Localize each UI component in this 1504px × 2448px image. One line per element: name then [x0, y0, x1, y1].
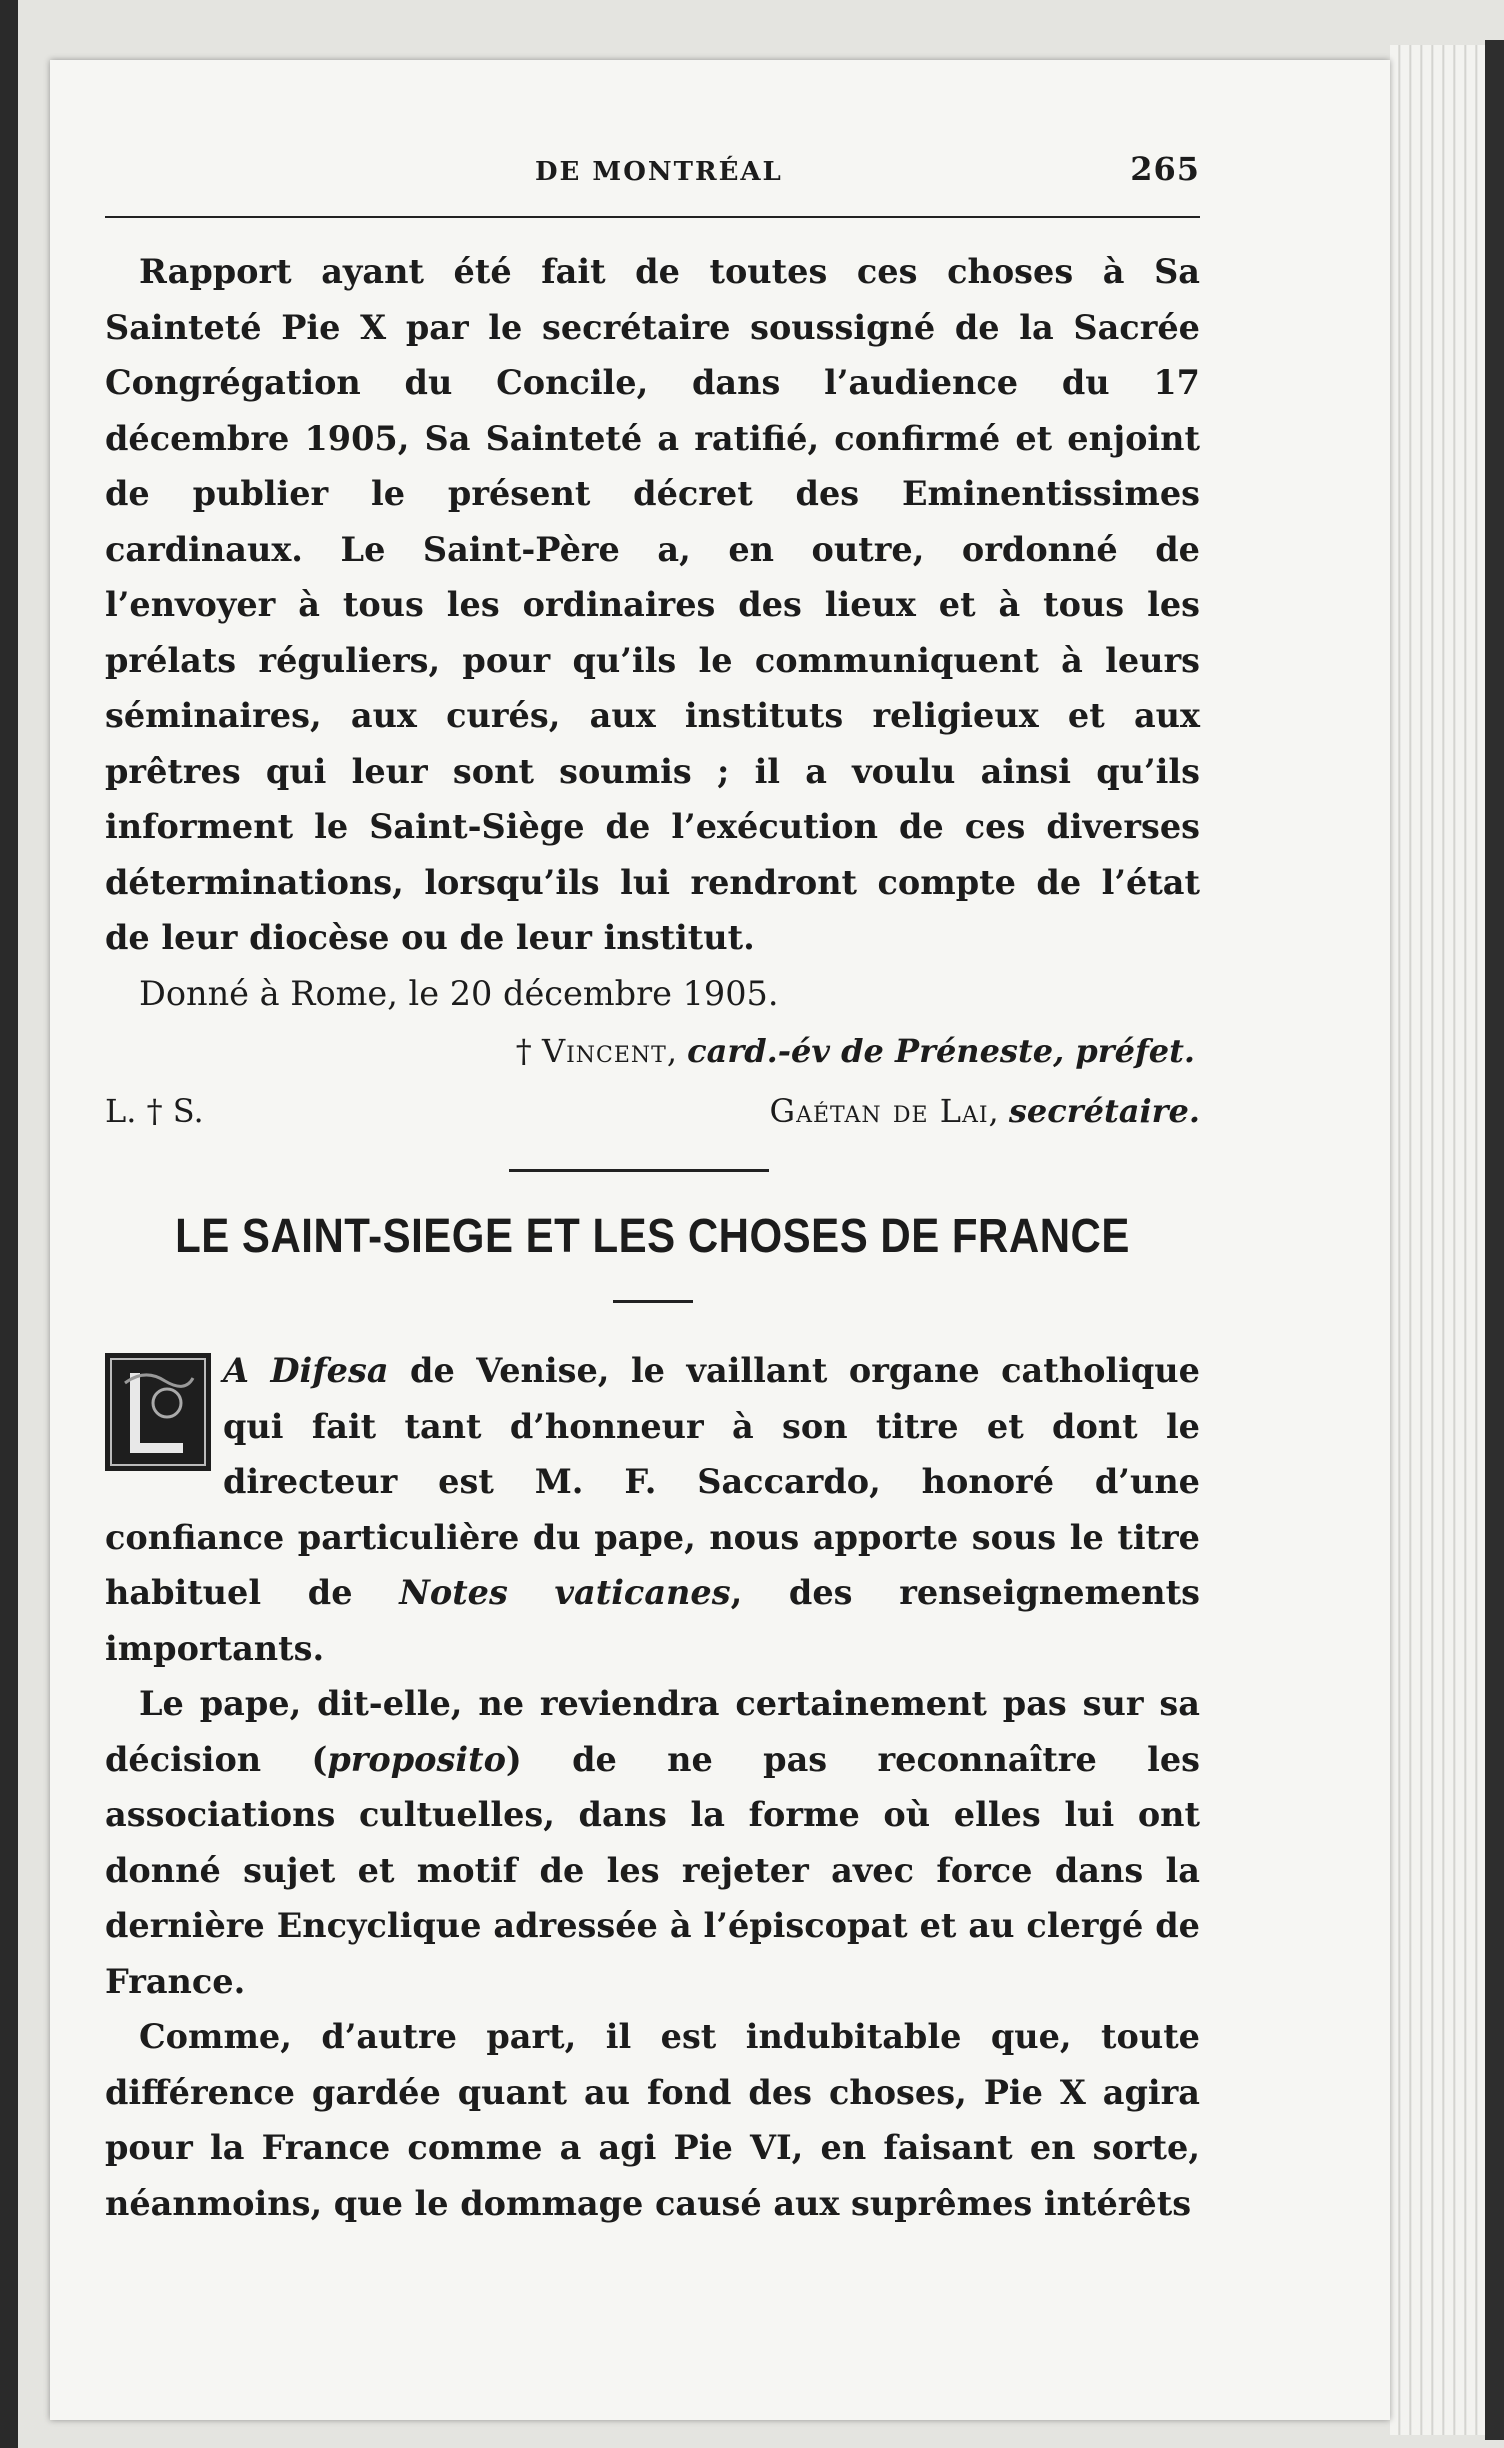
book-gutter-left: [0, 0, 18, 2448]
section-title: LE SAINT-SIEGE ET LES CHOSES DE FRANCE: [175, 1208, 1130, 1263]
page-number: 265: [1130, 150, 1200, 188]
italic-notes-vaticanes: Notes vaticanes: [399, 1573, 731, 1612]
italic-la-difesa: A Difesa: [223, 1351, 389, 1390]
signature-secretary: Gaétan de Lai, secrétaire.: [769, 1092, 1200, 1130]
dropcap-letter-icon: [105, 1353, 211, 1471]
cross-glyph: †: [515, 1032, 532, 1070]
running-head-title: DE MONTRÉAL: [535, 157, 783, 187]
running-head: [105, 150, 1200, 210]
page-stack-edge: [1390, 45, 1485, 2435]
article-p1-text-a: de Venise, le vaillant organe catholique qui fait tant d’honneur à son titre et dont le directeur est M. F. Saccardo, honoré d’une confiance particulière du pape, nous apporte sous le titre habituel de: [105, 1351, 1200, 1612]
title-underline: [613, 1300, 693, 1303]
article-paragraph-1: [105, 1343, 1200, 1676]
signature-title-1: card.-év de Préneste, préfet.: [687, 1032, 1195, 1070]
article-p1-text-b: , des renseignements importants.: [105, 1573, 1200, 1668]
signature-title-2: secrétaire.: [1008, 1092, 1200, 1130]
page-content: [105, 150, 1200, 2231]
section-divider: [509, 1169, 769, 1172]
article-p2-text-b: ) de ne pas reconnaître les associations cultuelles, dans la forme où elles lui ont donné sujet et motif de les rejeter avec force dans la dernière Encyclique adressée à l’épiscopat et au clergé de France.: [105, 1739, 1200, 2001]
dropcap-ornament: [105, 1353, 211, 1471]
article-paragraph-2: [105, 1676, 1200, 2009]
book-cover-edge: [1485, 40, 1504, 2440]
decree-paragraph: Rapport ayant été fait de toutes ces choses à Sa Sainteté Pie X par le secrétaire soussigné de la Sacrée Congrégation du Concile, dans l’audience du 17 décembre 1905, Sa Sainteté a ratifié, confirmé et enjoint de publier le présent décret des Eminentissimes cardinaux. Le Saint-Père a, en outre, ordonné de l’envoyer à tous les ordinaires des lieux et à tous les prélats réguliers, pour qu’ils le communiquent à leurs séminaires, aux curés, aux instituts religieux et aux prêtres qui leur sont soumis ; il a voulu ainsi qu’ils informent le Saint-Siège de l’exécution de ces diverses déterminations, lorsqu’ils lui rendront compte de l’état de leur diocèse ou de leur institut.: [105, 252, 1200, 957]
signature-name-2: Gaétan de Lai: [769, 1092, 989, 1130]
dated-line: Donné à Rome, le 20 décembre 1905.: [139, 973, 779, 1013]
signature-name-1: Vincent: [541, 1032, 667, 1070]
seal-mark: L. † S.: [105, 1092, 204, 1130]
article-paragraph-3: Comme, d’autre part, il est indubitable que, toute différence gardée quant au fond des choses, Pie X agira pour la France comme a agi Pie VI, en faisant en sorte, néanmoins, que le dommage causé aux suprêmes intérêts: [105, 2017, 1200, 2223]
italic-proposito: proposito: [327, 1739, 506, 1779]
signature-prefect: † Vincent, card.-év de Préneste, préfet.: [515, 1032, 1195, 1070]
signature-secretary-line: [105, 1081, 1200, 1141]
article-p2-text-a: Le pape, dit-elle, ne reviendra certainement pas sur sa décision (: [105, 1684, 1200, 1779]
header-rule: [105, 216, 1200, 218]
